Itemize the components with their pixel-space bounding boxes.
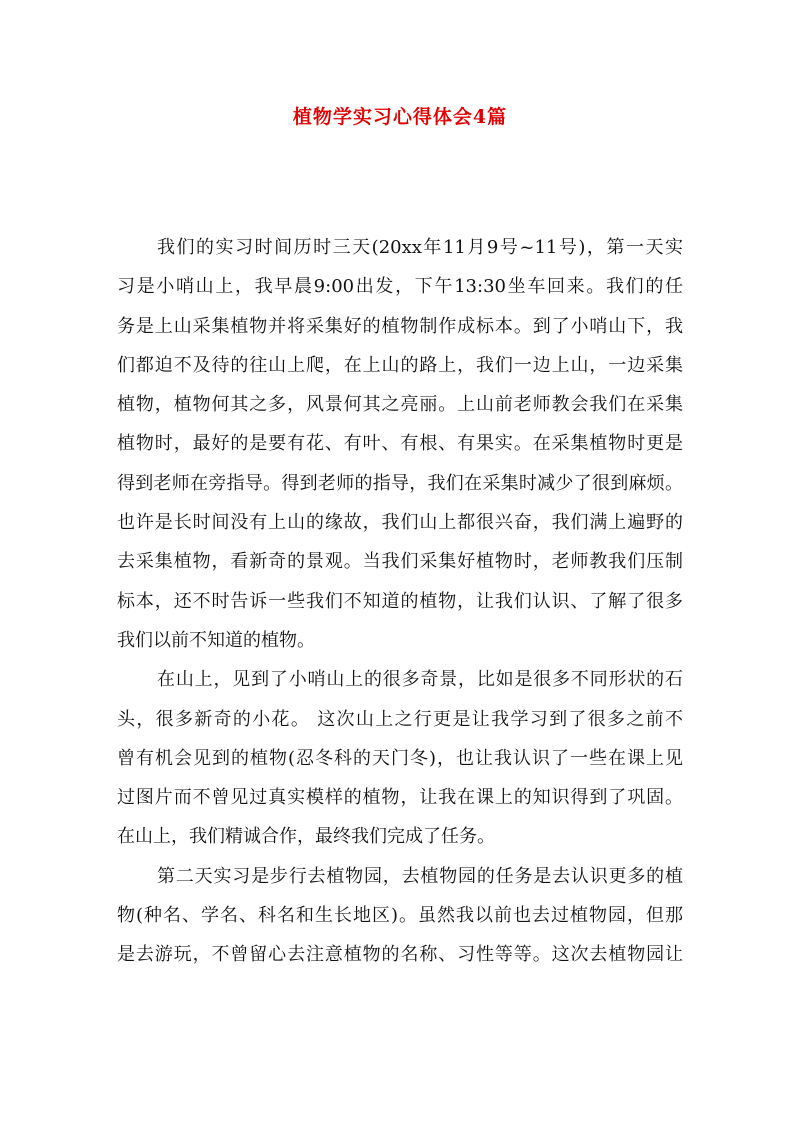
document-title: 植物学实习心得体会4篇 [292, 106, 508, 128]
paragraph-line: 植物时，最好的是要有花、有叶、有根、有果实。在采集植物时更是 [117, 433, 683, 455]
paragraph-line: 第二天实习是步行去植物园，去植物园的任务是去认识更多的植 [157, 865, 683, 887]
paragraph-line: 我们以前不知道的植物。 [117, 629, 315, 651]
document-body [117, 228, 683, 975]
paragraph-line: 植物，植物何其之多，风景何其之亮丽。上山前老师教会我们在采集 [117, 394, 683, 416]
paragraph-line: 得到老师在旁指导。得到老师的指导，我们在采集时减少了很到麻烦。 [117, 472, 683, 494]
paragraph-line: 曾有机会见到的植物(忍冬科的天门冬)，也让我认识了一些在课上见 [117, 747, 683, 769]
paragraph-line: 头，很多新奇的小花。 这次山上之行更是让我学习到了很多之前不 [117, 708, 683, 730]
paragraph-line: 务是上山采集植物并将采集好的植物制作成标本。到了小哨山下，我 [117, 315, 683, 337]
paragraph-line: 过图片而不曾见过真实模样的植物，让我在课上的知识得到了巩固。 [117, 787, 683, 809]
paragraph-line: 习是小哨山上，我早晨9:00出发，下午13:30坐车回来。我们的任 [117, 276, 683, 298]
paragraph-line: 是去游玩，不曾留心去注意植物的名称、习性等等。这次去植物园让 [117, 944, 683, 966]
paragraph-line: 标本，还不时告诉一些我们不知道的植物，让我们认识、了解了很多 [117, 590, 683, 612]
paragraph-line: 去采集植物，看新奇的景观。当我们采集好植物时，老师教我们压制 [117, 551, 683, 573]
paragraph-line: 在山上，我们精诚合作，最终我们完成了任务。 [117, 826, 495, 848]
paragraph-line: 在山上，见到了小哨山上的很多奇景，比如是很多不同形状的石 [157, 669, 683, 691]
paragraph-line: 们都迫不及待的往山上爬，在上山的路上，我们一边上山，一边采集 [117, 354, 683, 376]
paragraph-line: 也许是长时间没有上山的缘故，我们山上都很兴奋，我们满上遍野的 [117, 512, 683, 534]
paragraph-line: 物(种名、学名、科名和生长地区)。虽然我以前也去过植物园，但那 [117, 905, 683, 927]
paragraph-line: 我们的实习时间历时三天(20xx年11月9号~11号)，第一天实 [157, 237, 683, 258]
